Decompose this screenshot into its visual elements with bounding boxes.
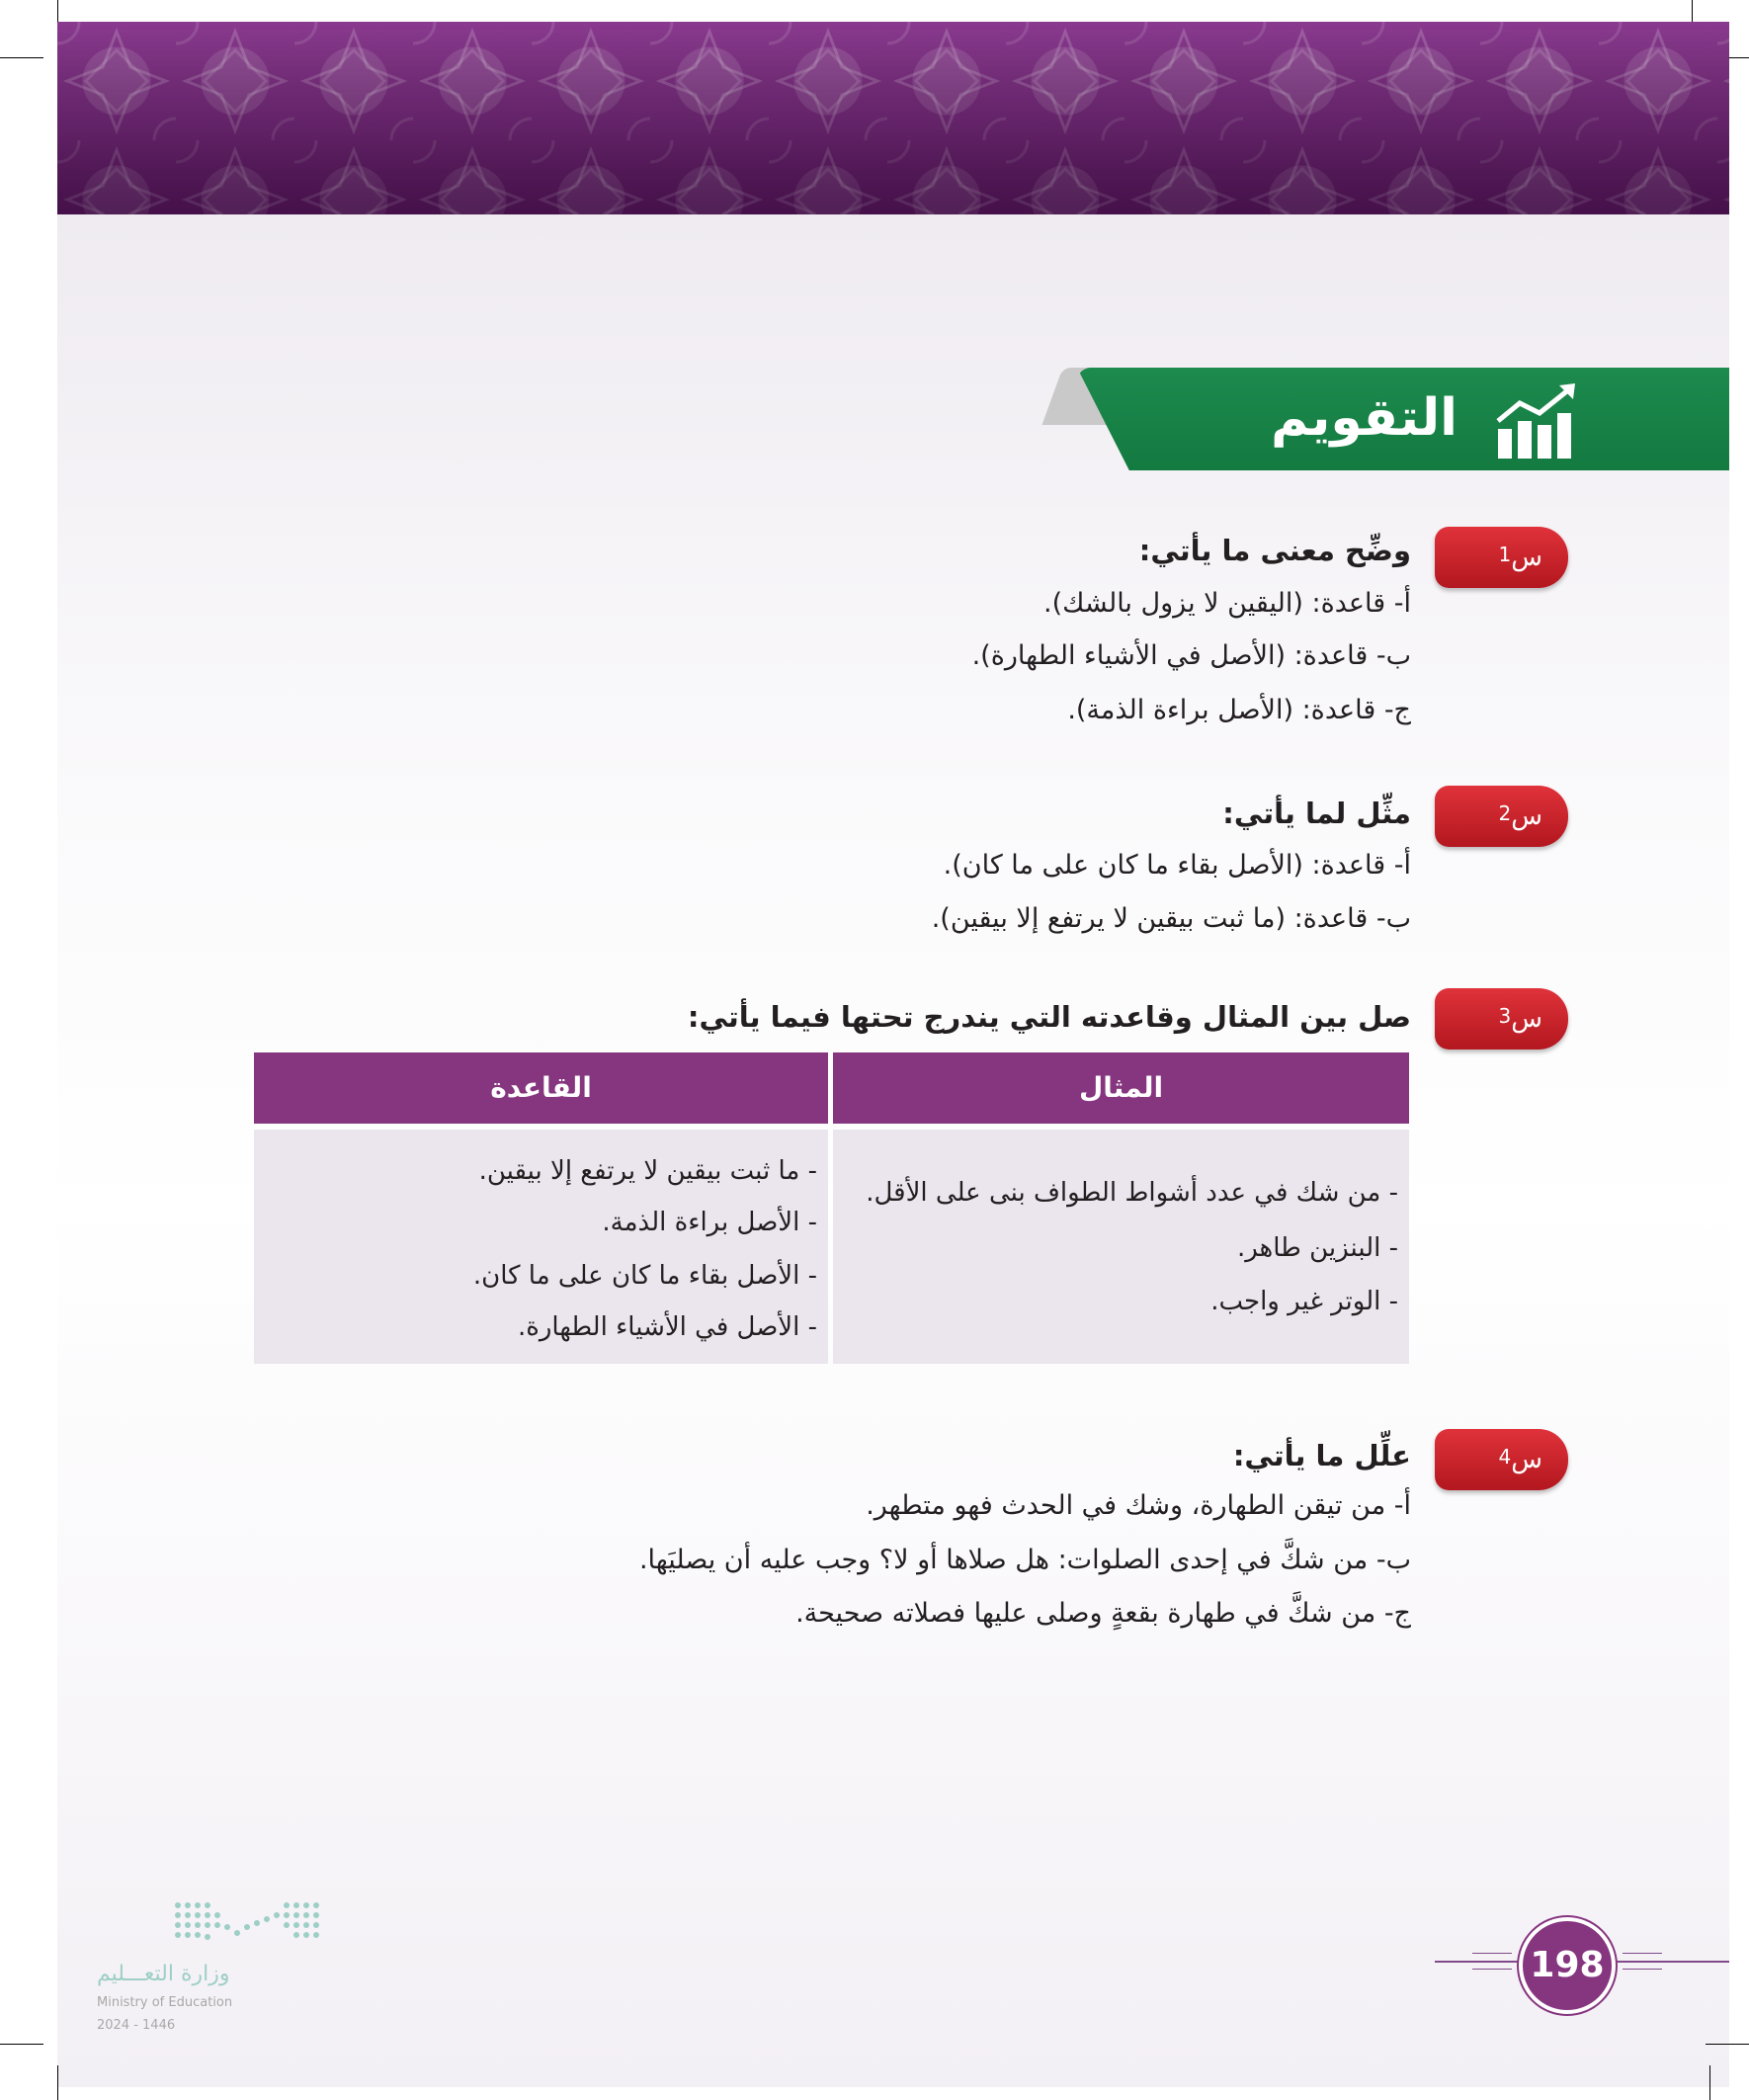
question-badge-1: س1 [1435,527,1568,588]
question-1-item: أ- قاعدة: (اليقين لا يزول بالشك). [1043,588,1411,619]
example-item: - البنزين طاهر. [1236,1233,1398,1263]
question-3-title: صل بين المثال وقاعدته التي يندرج تحتها فيما يأتي: [687,1000,1411,1034]
page-number-line-left [1472,1969,1512,1970]
example-item: - من شك في عدد أشواط الطواف بنى على الأقل. [866,1178,1398,1208]
ministry-logo-icon [168,1897,326,1957]
rule-item: - الأصل بقاء ما كان على ما كان. [472,1261,817,1291]
question-4-item: ب- من شكَّ في إحدى الصلوات: هل صلاها أو لا؟ وجب عليه أن يصليَها. [638,1545,1411,1575]
table-header-example: المثال [833,1052,1409,1124]
question-2-item: ب- قاعدة: (ما ثبت بيقين لا يرتفع إلا بيقين). [931,903,1411,934]
question-1-title: وضِّح معنى ما يأتي: [1138,534,1411,567]
crop-mark [57,2065,58,2100]
crop-mark [0,2044,43,2045]
example-item: - الوتر غير واجب. [1210,1287,1398,1316]
ministry-year: 2024 - 1446 [97,2018,176,2033]
question-1-item: ب- قاعدة: (الأصل في الأشياء الطهارة). [971,640,1411,671]
crop-mark [1706,2044,1749,2045]
crop-mark [57,0,58,22]
page-number-line-left [1472,1953,1512,1954]
growth-chart-icon [1494,383,1577,464]
section-title: التقويم [1271,388,1458,448]
crop-mark [1709,2065,1710,2100]
rule-item: - ما ثبت بيقين لا يرتفع إلا بيقين. [478,1156,817,1186]
page-number-line-right [1623,1953,1662,1954]
ministry-name-en: Ministry of Education [97,1995,233,2010]
question-badge-4: س4 [1435,1429,1568,1490]
page-number-line-right [1616,1961,1729,1963]
crop-mark [0,57,43,58]
question-2-item: أ- قاعدة: (الأصل بقاء ما كان على ما كان). [943,850,1411,881]
ministry-name-ar: وزارة التعـــليم [97,1962,230,1986]
page-number-line-right [1623,1969,1662,1970]
page-number-line-left [1435,1961,1519,1963]
rule-item: - الأصل براءة الذمة. [602,1208,817,1237]
question-badge-2: س2 [1435,786,1568,847]
question-1-item: ج- قاعدة: (الأصل براءة الذمة). [1067,695,1411,725]
decorative-banner [57,22,1729,214]
page-number: 198 [1519,1917,1616,2014]
question-4-title: علِّل ما يأتي: [1232,1439,1411,1472]
crop-mark [1692,0,1693,22]
question-4-item: ج- من شكَّ في طهارة بقعةٍ وصلى عليها فصلاته صحيحة. [795,1598,1411,1629]
table-header-rule: القاعدة [254,1052,828,1124]
rule-item: - الأصل في الأشياء الطهارة. [517,1312,817,1342]
question-2-title: مثِّل لما يأتي: [1222,797,1411,830]
question-badge-3: س3 [1435,988,1568,1050]
question-4-item: أ- من تيقن الطهارة، وشك في الحدث فهو متطهر. [866,1490,1411,1521]
